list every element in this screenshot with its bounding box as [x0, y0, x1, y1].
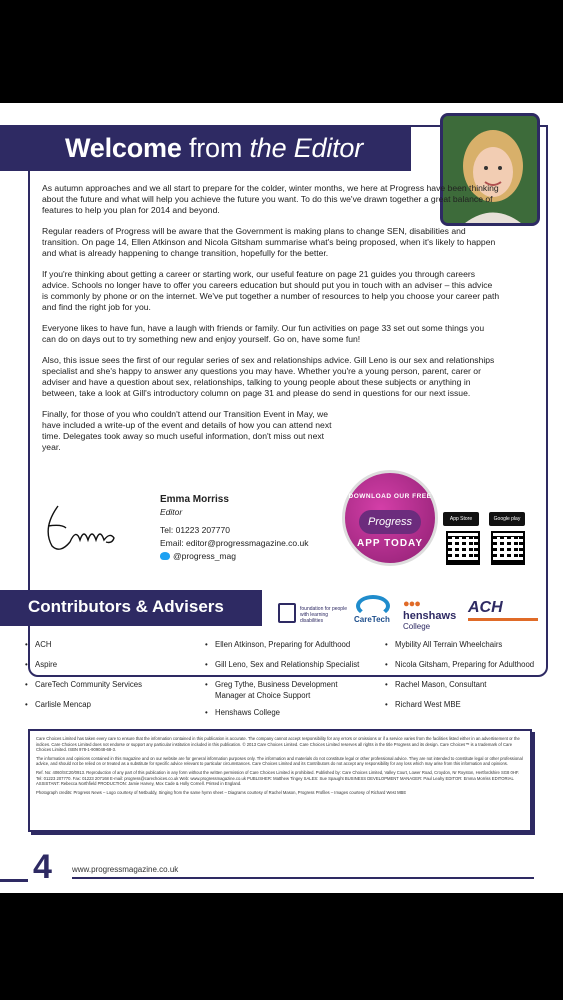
- contributors-column-3: [385, 639, 534, 719]
- paragraph: Finally, for those of you who couldn't attend our Transition Event in May, we have included a write-up of the event and details of how you can attend next time. Delegates took away so much useful information, don't miss out next year.: [42, 409, 332, 452]
- ach-logo: [468, 599, 538, 621]
- contributors-column-1: [25, 639, 142, 719]
- disclaimer-paragraph: Care Choices Limited has taken every care to ensure that the information contained in this publication is accurate. The company cannot accept responsibility for any errors or omissions or if a service varies from the facilities listed either in an advertisement or the indices. Care Choices Limited does not endorse or support any particular institution included in this publication. © 2013 Care Choices Limited. Care Choices Limited reserves all rights in the title Progress and its design. Care Choices™ is a trademark of Care Choices Limited. ISBN 978-1-909048-68-3.: [36, 736, 520, 753]
- paragraph: Regular readers of Progress will be aware that the Government is making plans to change SEN, disabilities and transition. On page 14, Ellen Atkinson and Nicola Gitsham summarise what's being proposed, when it's likely to happen and what is already happening to change transition, hopefully for the better.: [42, 226, 496, 258]
- fpld-logo-icon: [278, 603, 296, 623]
- editor-signature: [40, 498, 150, 558]
- paragraph: If you're thinking about getting a career or starting work, our useful feature on page 21 guides you through careers advice. Schools no longer have to offer you careers education but should put you in touch with an adviser – this advice is commonly by phone or on the internet. We've put together a number of resources to help you choose your career path and find the right job for you.: [42, 269, 500, 312]
- list-item: • Ellen Atkinson, Preparing for Adulthood: [205, 639, 359, 659]
- henshaws-sub: College: [403, 622, 431, 631]
- page-title: [65, 133, 363, 164]
- paragraph: As autumn approaches and we all start to prepare for the colder, winter months, we here at Progress have been thinking about the future and what will help you achieve the future you want. To do this we've drawn together a great balance of features to help you plan for 2014 and beyond.: [42, 183, 499, 215]
- twitter-handle[interactable]: [160, 550, 308, 563]
- qr-code-icon: [446, 531, 480, 565]
- footer-rule: [72, 877, 534, 879]
- title-bold: Welcome: [65, 133, 182, 163]
- editor-tel: Tel: 01223 207770: [160, 525, 230, 535]
- caretech-logo-text: CareTech: [354, 615, 390, 624]
- google-play-badge[interactable]: Google play: [489, 512, 525, 526]
- disclaimer-paragraph: Photograph credits: Progress News – Logo courtesy of Netbuddy, Singing from the same hymn sheet – Diagrams courtesy of Rachel Mason, Progress Profiles – Images courtesy of Richard West MBE: [36, 789, 407, 795]
- list-item: • Nicola Gitsham, Preparing for Adulthood: [385, 659, 534, 679]
- henshaws-dots-icon: ●●●: [403, 598, 420, 610]
- list-item: • Gill Leno, Sex and Relationship Specialist: [205, 659, 359, 679]
- fpld-logo-text: foundation for people with learning disabilities: [300, 606, 347, 624]
- paragraph: Everyone likes to have fun, have a laugh with friends or family. Our fun activities on page 33 set out some things you can do on days out to try something new and enjoy yourself. Go on, have some fun!: [42, 323, 485, 344]
- badge-bottom-text: APP TODAY: [356, 538, 424, 549]
- list-item: • Aspire: [25, 659, 142, 679]
- caretech-logo: [354, 595, 394, 627]
- page-number-bar: [0, 879, 28, 882]
- ach-bar: [468, 618, 538, 621]
- fpld-logo: [278, 603, 348, 625]
- disclaimer-paragraph: The information and opinions contained in this magazine and on our website are for general information purposes only. The information and materials do not constitute legal or other professional advice. They are not intended to constitute legal or other professional advice, and should not be relied on or treated as a substitute for specific advice relevant to particular circumstances. Care Choices Limited and its Contributors do not accept any responsibility for any loss which may arise from this information and opinions.: [36, 755, 523, 767]
- magazine-page: [0, 103, 563, 893]
- list-item: • Greg Tythe, Business Development Manager at Choice Support: [205, 679, 355, 707]
- paragraph: Also, this issue sees the first of our regular series of sex and relationships advice. Gill Leno is our sex and relationships specialist and she's happy to answer any questions you may have. Whether you're a young person, parent, carer or adviser and have a question about sex, relationships, talking to young people about these subjects or anything in between, take a look at Gill's introductory column on page 31 and please do send in questions for our next issue.: [42, 355, 495, 398]
- list-item: • CareTech Community Services: [25, 679, 142, 699]
- footer-url[interactable]: www.progressmagazine.co.uk: [72, 865, 179, 874]
- list-item: • Rachel Mason, Consultant: [385, 679, 534, 699]
- editor-contact: [160, 493, 308, 563]
- contributors-column-2: [205, 639, 359, 727]
- contributors-title: Contributors & Advisers: [28, 597, 224, 616]
- list-item: • Henshaws College: [205, 707, 359, 727]
- henshaws-logo: [403, 598, 456, 631]
- twitter-text: @progress_mag: [173, 551, 236, 561]
- progress-logo: Progress: [359, 510, 421, 534]
- badge-top-text: DOWNLOAD OUR FREE: [348, 493, 432, 500]
- page-number: 4: [33, 848, 52, 886]
- henshaws-name: henshaws: [403, 610, 457, 622]
- disclaimer-paragraph: Ref. No: 4060/SC20/0913. Reproduction of any part of this publication in any form without the written permission of Care Choices Limited is prohibited. Published by: Care Choices Limited, Valley Court, Lower Road, Croydon, Nr Royston, Hertfordshire SG8 0HF. Tel: 01223 207770. Fax: 01223 207168 E-mail: progress@carechoices.co.uk Web: www.progressmagazine.co.uk PUBLISHER: Matthew Tingey SALES: Sue Spaught BUSINESS DEVELOPMENT MANAGER: Paul Leahy EDITOR: Emma Morriss EDITORIAL ASSISTANT: Rebecca Northfield PRODUCTION: Jamie Harvey, Mox Cade & Holly Cornell. Printed in England.: [36, 769, 520, 787]
- qr-code-icon: [491, 531, 525, 565]
- list-item: • ACH: [25, 639, 142, 659]
- disclaimer-box: [28, 729, 532, 832]
- letter-body: [42, 183, 500, 463]
- download-app-badge[interactable]: [342, 470, 438, 566]
- caretech-logo-icon: [356, 595, 390, 617]
- ach-name: ACH: [468, 599, 503, 616]
- twitter-icon: [160, 552, 170, 560]
- list-item: • Richard West MBE: [385, 699, 534, 719]
- app-store-badge[interactable]: App Store: [443, 512, 479, 526]
- editor-email[interactable]: Email: editor@progressmagazine.co.uk: [160, 538, 309, 548]
- title-mid: from: [181, 133, 250, 163]
- title-italic: the Editor: [249, 133, 364, 163]
- editor-name: Emma Morriss: [160, 494, 229, 505]
- editor-role: Editor: [160, 507, 183, 517]
- list-item: • Mybility All Terrain Wheelchairs: [385, 639, 534, 659]
- list-item: • Carlisle Mencap: [25, 699, 142, 719]
